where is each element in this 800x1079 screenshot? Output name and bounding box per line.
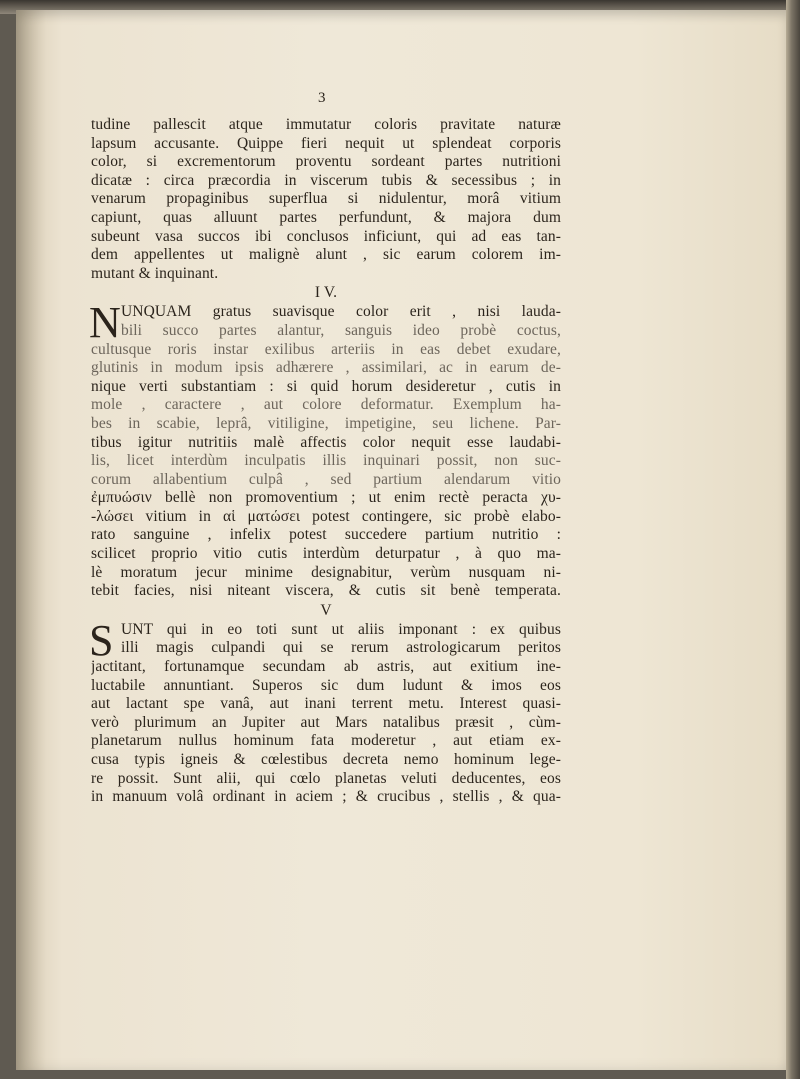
text-line: capiunt, quas alluunt partes perfundunt, & majora dum [91, 208, 561, 226]
text-line: in manuum volâ ordinant in aciem ; & crucibus , stellis , & qua- [91, 788, 561, 806]
text-line: color, si excrementorum proventu sordeant partes nutritioni [91, 153, 561, 171]
drop-cap-n: N [89, 298, 121, 348]
text-line: nique verti substantiam : si quid horum desideretur , cutis in [91, 377, 561, 395]
text-line: illi magis culpandi qui se rerum astrologicarum peritos [121, 639, 561, 657]
text-line: verò plurimum an Jupiter aut Mars natalibus præsit , cùm- [91, 713, 561, 731]
text-line: mole , caractere , aut colore deformatur. Exemplum ha- [91, 396, 561, 414]
text-line: ἐμπυώσιν bellè non promoventium ; ut enim rectè peracta χυ- [91, 489, 561, 507]
text-line: subeunt vasa succos ibi conclusos inficiunt, qui ad eas tan- [91, 227, 561, 245]
text-line: corum allabentium culpâ , sed partium alendarum vitio [91, 470, 561, 488]
text-line: dicatæ : circa præcordia in viscerum tubis & secessibus ; in [91, 171, 561, 189]
text-line: UNT qui in eo toti sunt ut aliis imponant : ex quibus [121, 620, 561, 638]
section-heading-5: V [320, 601, 332, 619]
text-line: glutinis in modum ipsis adhærere , assimilari, ac in earum de- [91, 359, 561, 377]
page-gutter-shadow [16, 10, 46, 1070]
text-line: rato sanguine , infelix potest succedere partium nutritio : [91, 526, 561, 544]
text-line: venarum propaginibus superflua si nidulentur, morâ vitium [91, 190, 561, 208]
text-line: scilicet proprio vitio cutis interdùm deturpatur , à quo ma- [91, 545, 561, 563]
text-line: aut lactant spe vanâ, aut inani terrent metu. Interest quasi- [91, 695, 561, 713]
text-line: -λώσει vitium in αἱ ματώσει potest contingere, sic probè elabo- [91, 507, 561, 525]
text-line: lis, licet interdùm inculpatis illis inquinari possit, non suc- [91, 452, 561, 470]
text-line: re possit. Sunt alii, qui cœlo planetas veluti deducentes, eos [91, 769, 561, 787]
text-line: bili succo partes alantur, sanguis ideo probè coctus, [121, 321, 561, 339]
text-line: bes in scabie, leprâ, vitiligine, impetigine, seu lichene. Par- [91, 414, 561, 432]
intro-paragraph [91, 116, 561, 283]
text-line: mutant & inquinant. [91, 264, 219, 282]
text-line: cusa typis igneis & cœlestibus decreta nemo hominum lege- [91, 751, 561, 768]
text-line: luctabile annuntiant. Superos sic dum ludunt & imos eos [91, 676, 561, 694]
text-line: planetarum nullus hominum fata moderetur , aut etiam ex- [91, 732, 561, 750]
section-heading-4: I V. [314, 284, 338, 302]
text-line: cultusque roris instar exilibus arteriis in eas debet exudare, [91, 340, 561, 358]
page-text [91, 116, 561, 807]
text-line: tibus igitur nutritiis malè affectis color nequit esse laudabi- [91, 433, 561, 451]
text-line: lè moratum jecur minime designabitur, verùm nusquam ni- [91, 563, 561, 581]
text-line: dem appellentes ut malignè alunt , sic earum colorem im- [91, 246, 561, 264]
text-line: lapsum accusante. Quippe fieri nequit ut splendeat corporis [91, 134, 561, 152]
section-5-paragraph [89, 615, 561, 807]
text-line: jactitant, fortunamque secundam ab astris, aut exitium ine- [91, 658, 561, 676]
book-right-edge [786, 0, 800, 1079]
text-line: UNQUAM gratus suavisque color erit , nisi lauda- [121, 303, 561, 321]
drop-cap-s: S [89, 615, 114, 665]
text-line: tudine pallescit atque immutatur coloris pravitate naturæ [91, 116, 561, 133]
page-number: 3 [318, 90, 326, 106]
text-line: tebit facies, nisi niteant viscera, & cutis sit benè temperata. [91, 582, 561, 600]
section-4-paragraph [89, 298, 561, 601]
